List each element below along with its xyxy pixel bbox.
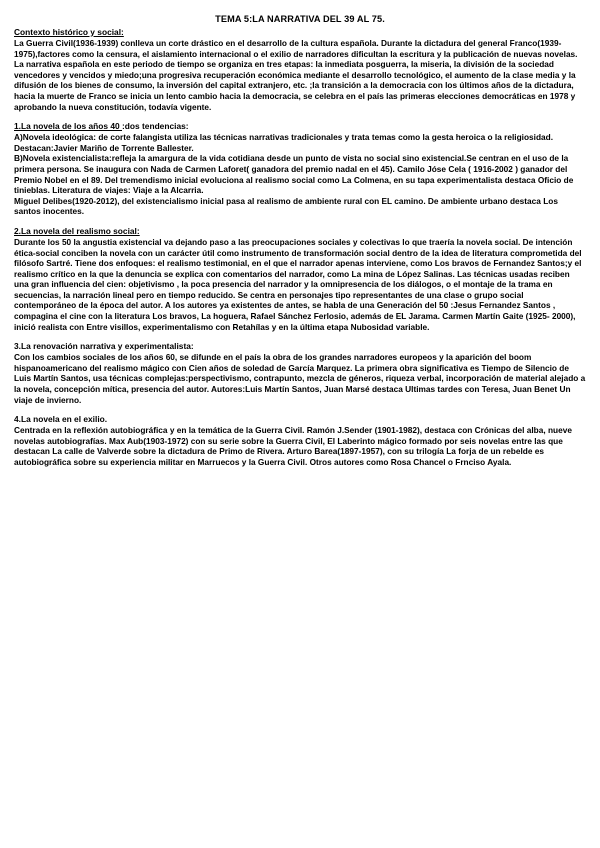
section-novel-40s <box>14 121 586 217</box>
section-heading <box>14 341 586 352</box>
section-paragraph: Centrada en la reflexión autobiográfica y en la temática de la Guerra Civil. Ramón J.Sender (1901-1982), destaca con Crónicas del alba, nueve novelas autobiografías. Max Aub(1903-1972) con su serie sobre la Guerra Civil, El Laberinto mágico formado por seis novelas entre las que destacan La calle de Valverde sobre la dictadura de Primo de Rivera. Arturo Barea(1897-1957), con su trilogía La forja de un rebelde es autobiográfica sobre su experiencia militar en Marruecos y la Guerra Civil. Otros autores como Rosa Chancel o Frnciso Ayala. <box>14 425 572 467</box>
section-social-realism <box>14 226 586 332</box>
section-renovation <box>14 341 586 405</box>
section-heading-text: 1.La novela de los años 40 <box>14 121 122 132</box>
section-heading <box>14 27 586 38</box>
section-heading-text: 2.La novela del realismo social: <box>14 225 140 236</box>
section-paragraph: Durante los 50 la angustia existencial va dejando paso a las preocupaciones sociales y colectivas lo que traería la novela social. De intención ética-social conciben la novela con un carácter útil como instrumento de transformación social dentro de la idea de literatura comprometida del filósofo Sartré. Tiene dos enfoques: el realismo testimonial, en el que el narrador apenas interviene, como Los bravos de Fernandez Santos;y el realismo crítico en la que la denuncia se explica con comentarios del narrador, como La mina de López Salinas. Las técnicas usadas reciben una gran influencia del cien: objetivismo , la poca presencia del narrador y la omnipresencia de los diálogos, o el montaje de la trama en secuencias, la narración lineal pero en tiempo reducido. Se centra en personajes tipo representantes de una clase o grupo social contemporáneo de la época del autor. A los autores ya existentes de antes, se habla de una Generación del 50 :Jesus Fernandez Santos , compagina el cine con la literatura Los bravos, La hoguera, Rafael Sánchez Ferlosio, además de EL Jarama. Carmen Martín Gaite (1925- 2000), inició realista con Entre visillos, experimentalismo con Retahílas y en la última etapa Nubosidad variable. <box>14 236 582 332</box>
section-heading <box>14 226 586 237</box>
section-heading-rest: :dos tendencias: <box>122 121 189 132</box>
section-paragraph: La Guerra Civil(1936-1939) conlleva un corte drástico en el desarrollo de la cultura española. Durante la dictadura del general Franco(1939-1975),factores como la censura, el aislamiento internacional o el exilio de narradores dificultan la escritura y la publicación de nuevas novelas. La narrativa española en este periodo de tiempo se organiza en tres etapas: la inmediata posguerra, la miseria, la división de la sociedad vencedores y vencidos y miedo;una progresiva recuperación económica mediante el desarrollo tecnológico, el aumento de la clase media y la difusión de los bienes de consumo, la inversión del capital extranjero, etc. ;la transición a la democracia con los últimos años de la dictadura, hacia la muerte de Franco se inicia un lento cambio hacia la democracia, se celebra en el país las primeras elecciones democráticas en 1978 y aprobando la nueva constitución, todavía vigente. <box>14 38 578 112</box>
section-context <box>14 27 586 112</box>
section-heading <box>14 414 586 425</box>
section-paragraph: B)Novela existencialista:refleja la amargura de la vida cotidiana desde un punto de vista no social sino existencial.Se centran en el uso de la primera persona. Se inaugura con Nada de Carmen Laforet( ganadora del premio nadal en el 45). Camilo Jóse Cela ( 1916-2002 ) ganador del Premio Nobel en el 89. Del tremendismo inicial evoluciona al realismo social como La Colmena, en su tapa experimentalista destaca Oficio de tinieblas. Literatura de viajes: Viaje a la Alcarria. <box>14 153 574 196</box>
section-paragraph: Miguel Delibes(1920-2012), del existencialismo inicial pasa al realismo de ambiente rural con EL camino. De ambiente urbano destaca Los santos inocentes. <box>14 195 558 217</box>
document-title: TEMA 5:LA NARRATIVA DEL 39 AL 75. <box>215 14 385 24</box>
section-paragraph: A)Novela ideológica: de corte falangista utiliza las técnicas narrativas tradicionales y trata temas como la gesta heroica o la religiosidad. Destacan:Javier Mariño de Torrente Ballester. <box>14 132 554 153</box>
section-heading-text: 3.La renovación narrativa y experimentalista: <box>14 341 194 352</box>
section-exile <box>14 414 586 467</box>
section-heading <box>14 121 586 132</box>
section-paragraph: Con los cambios sociales de los años 60, se difunde en el país la obra de los grandes narradores europeos y la aparición del boom hispanoamericano del realismo mágico con Cien años de soledad de García Marquez. La primera obra significativa es Tiempo de Silencio de Luis Martín Santos, usa técnicas complejas:perspectivismo, contrapunto, mezcla de géneros, riqueza verbal, incorporación de material alejado a la novela, concepción mítica, presencia del autor. Autores:Luis Martín Santos, Juan Marsé destaca Ultimas tardes con Teresa, Juan Benet Un viaje de invierno. <box>14 352 586 405</box>
section-heading-text: Contexto histórico y social: <box>14 27 124 37</box>
section-heading-text: 4.La novela en el exilio. <box>14 414 108 425</box>
